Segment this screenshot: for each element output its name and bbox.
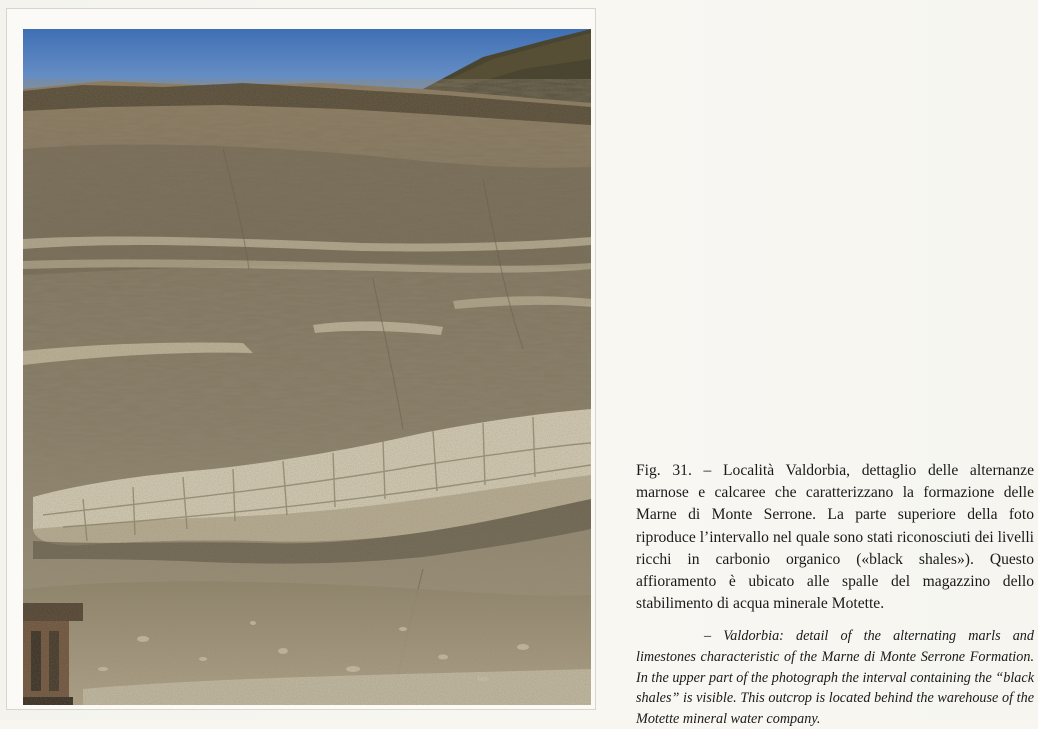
caption-english [636,626,1034,729]
figure-caption [636,460,1034,729]
photo-frame [6,8,596,710]
outcrop-photograph [23,29,591,705]
bleed-through-text [596,6,1036,356]
caption-italian-text: Fig. 31. – Località Valdorbia, dettaglio delle alternanze marnose e calcaree che caratterizzano la formazione delle Marne di Monte Serrone. La parte superiore della foto riproduce l’intervallo nel quale sono stati riconosciuti dei livelli ricchi in carbonio organico («black shales»). Questo affioramento è ubicato alle spalle del magazzino dello stabilimento di acqua minerale Motette. [636,462,1034,613]
caption-italian [636,460,1034,615]
caption-english-text: – Valdorbia: detail of the alternating marls and limestones characteristic of the Marne di Monte Serrone Formation. In the upper part of the photograph the interval containing the “black shales” is visible. This outcrop is located behind the warehouse of the Motette mineral water company. [636,628,1034,727]
outcrop-image [23,29,591,705]
